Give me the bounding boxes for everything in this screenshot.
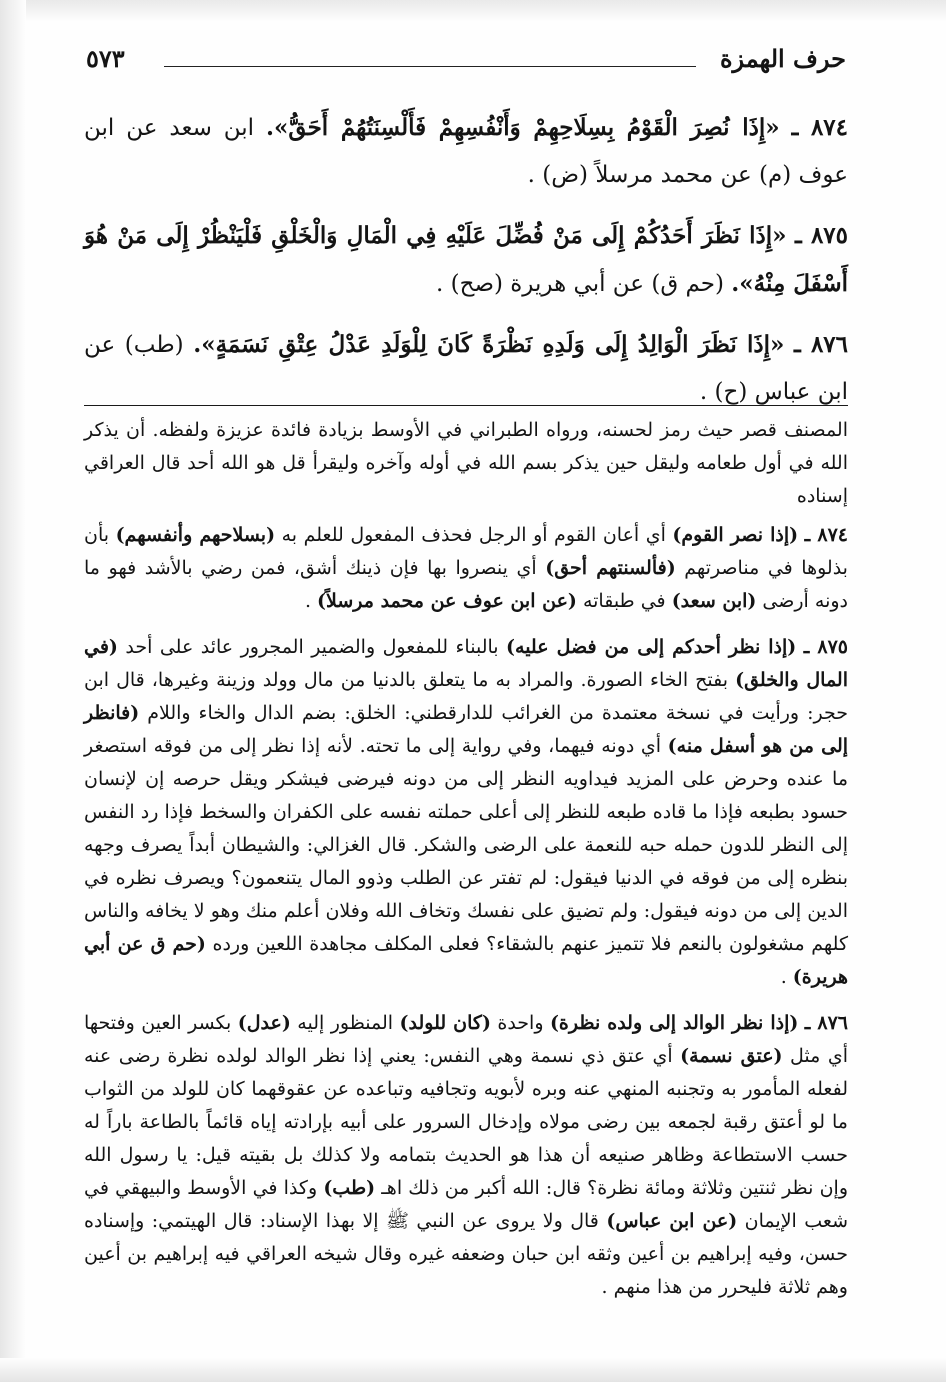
commentary-876: [84, 1007, 848, 1304]
commentary-875: [84, 631, 848, 994]
scan-edge-bottom: [0, 1358, 946, 1382]
page-header: [86, 44, 846, 84]
commentary-text: وكذا في الأوسط والبيهقي في شعب الإيمان: [84, 1177, 848, 1232]
commentary-quote: (بسلاحهم وأنفسهم): [115, 524, 276, 546]
header-rule: [164, 66, 696, 67]
commentary-text: واحدة: [490, 1012, 550, 1034]
hadith-text: «إِذَا نَظَرَ أَحَدُكُمْ إِلَى مَنْ فُضِّلَ عَلَيْهِ فِي الْمَالِ وَالْخَلْقِ فَلْيَنْظُرْ إِلَى مَنْ هُوَ أَسْفَلَ مِنْهُ».: [84, 222, 848, 297]
commentary-text: .: [780, 966, 793, 988]
commentary-quote: (في المال والخلق): [84, 636, 848, 691]
commentary-quote: (عدل): [237, 1012, 291, 1034]
hadith-source: (حم ق) عن أبي هريرة (صح) .: [436, 271, 724, 297]
hadith-number: ٨٧٦ ـ: [793, 331, 849, 358]
commentary-text: المنظور إليه: [290, 1012, 400, 1034]
commentary-text: بفتح الخاء الصورة. والمراد به ما يتعلق بالدنيا من مال وولد وزينة وغيرها، قال ابن حجر: ورأيت في نسخة معتمدة من الغرائب للدارقطني: الخلق: بضم الدال والخاء واللام: [84, 669, 848, 724]
footnote-divider: [84, 405, 848, 406]
hadith-874: [84, 104, 848, 199]
commentary-text: أي ينصروا بها فإن ذينك أشق، فمن رضي بالأشد فهو ما دونه أرضى: [84, 557, 848, 612]
commentary-quote: (حم ق عن أبي هريرة): [84, 933, 848, 988]
hadith-text: «إِذَا نُصِرَ الْقَوْمُ بِسِلَاحِهِمْ وَأَنْفُسِهِمْ فَأَلْسِنَتُهُمْ أَحَقُّ».: [266, 114, 780, 141]
commentary-quote: (طب): [323, 1177, 376, 1199]
commentary-quote: (عن ابن عوف عن محمد مرسلاً): [317, 590, 577, 612]
hadith-number: ٨٧٥ ـ: [795, 222, 849, 249]
page-number: ٥٧٣: [86, 44, 125, 73]
commentary-quote: (إذا نظر أحدكم إلى من فضل عليه): [506, 636, 797, 658]
commentary-intro: المصنف قصر حيث رمز لحسنه، ورواه الطبراني في الأوسط بزيادة فائدة عزيزة ولفظه. أن يذكر الله في أول طعامه وليقل حين يذكر بسم الله في أوله وآخره وليقرأ قل هو الله أحد قال العراقي إسناده: [84, 419, 848, 507]
commentary-number: ٨٧٥ ـ: [803, 636, 848, 658]
commentary-quote: (إذا نظر الوالد إلى ولده نظرة): [549, 1012, 799, 1034]
scan-edge-top: [0, 0, 946, 22]
commentary-number: ٨٧٤ ـ: [804, 524, 848, 546]
commentary-text: أي أعان القوم أو الرجل فحذف المفعول للعلم به: [275, 524, 673, 546]
commentary-quote: (فألسنتهم أحق): [545, 557, 676, 579]
commentary-text: بالبناء للمفعول والضمير المجرور عائد على أحد: [117, 636, 507, 658]
scan-edge-left: [0, 0, 26, 1382]
commentary-quote: (إذا نصر القوم): [672, 524, 799, 546]
commentary-quote: (عتق نسمة): [680, 1045, 783, 1067]
commentary-874: [84, 519, 848, 618]
hadith-section: [84, 104, 848, 429]
commentary-number: ٨٧٦ ـ: [804, 1012, 848, 1034]
hadith-source: (طب) عن ابن عباس (ح) .: [84, 332, 848, 405]
chapter-title: حرف الهمزة: [719, 44, 846, 73]
commentary-text: في طبقاته: [576, 590, 672, 612]
commentary-text: بكسر العين وفتحها أي مثل: [84, 1012, 848, 1067]
commentary-quote: (كان للولد): [399, 1012, 491, 1034]
hadith-text: «إِذَا نَظَرَ الْوَالِدُ إِلَى وَلَدِهِ نَظْرَةً كَانَ لِلْوَلَدِ عَدْلُ عِتْقِ نَسَمَةٍ».: [193, 331, 785, 358]
hadith-source: ابن سعد عن ابن عوف (م) عن محمد مرسلاً (ض) .: [84, 115, 848, 188]
hadith-number: ٨٧٤ ـ: [791, 114, 848, 141]
commentary-text: أي عتق ذي نسمة وهي النفس: يعني إذا نظر الوالد لولده نظرة رضى عنه لفعله المأمور به وتجنبه المنهي عنه وبره لأبويه وتجافيه وتباعده عن عقوقهما كان للولد من الثواب ما لو أعتق رقبة لجمعه بين رضى مولاه وإدخال السرور على أبيه بإرادته إياه قائماً بالطاعة باراً له حسب الاستطاعة وظاهر صنيعه أن هذا هو الحديث بتمامه ولا كذلك بل بقيته قيل: يا رسول الله وإن نظر ثنتين وثلاثة ومائة نظرة؟ قال: الله أكبر من ذلك اهـ: [84, 1045, 848, 1199]
commentary-quote: (عن ابن عباس): [606, 1210, 738, 1232]
hadith-876: [84, 321, 848, 416]
commentary-text: بأن بذلوها في مناصرتهم: [84, 524, 848, 579]
hadith-875: [84, 212, 848, 308]
commentary-quote: (فانظر إلى من هو أسفل منه): [84, 702, 849, 757]
commentary-section: [84, 414, 848, 1317]
commentary-quote: (ابن سعد): [671, 590, 757, 612]
commentary-text: أي دونه فيهما، وفي رواية إلى ما تحته. لأنه إذا نظر إلى من فوقه استصغر ما عنده وحرض على المزيد فيداويه النظر إلى من دونه فيرضى فيشكر ويقل حرصه إن لإنسان حسود بطبعه فإذا ما قاده طبعه للنظر إلى أعلى حملته نفسه على الكفران والسخط فإذا رد النفس إلى النظر للدون حمله حبه للنعمة على الرضى والشكر. قال الغزالي: والشيطان أبداً يصرف وجهه بنظره إلى من فوقه في الدنيا فيقول: لم تفتر عن الطلب وذوو المال يتنعمون؟ ويصرف نظره في الدين إلى من دونه فيقول: ولم تضيق على نفسك وتخاف الله وفلان أعلم منك وهو لا يخافه والناس كلهم مشغولون بالنعم فلا تتميز عنهم بالشقاء؟ فعلى المكلف مجاهدة اللعين ورده: [84, 735, 849, 955]
commentary-text: قال ولا يروى عن النبي ﷺ إلا بهذا الإسناد: قال الهيتمي: وإسناده حسن، وفيه إبراهيم بن أعين وثقه ابن حبان وضعفه غيره وقال شيخه العراقي فيه إبراهيم بن أعين وهم ثلاثة فليحرر من هذا منهم .: [84, 1210, 848, 1298]
commentary-text: .: [304, 590, 318, 612]
